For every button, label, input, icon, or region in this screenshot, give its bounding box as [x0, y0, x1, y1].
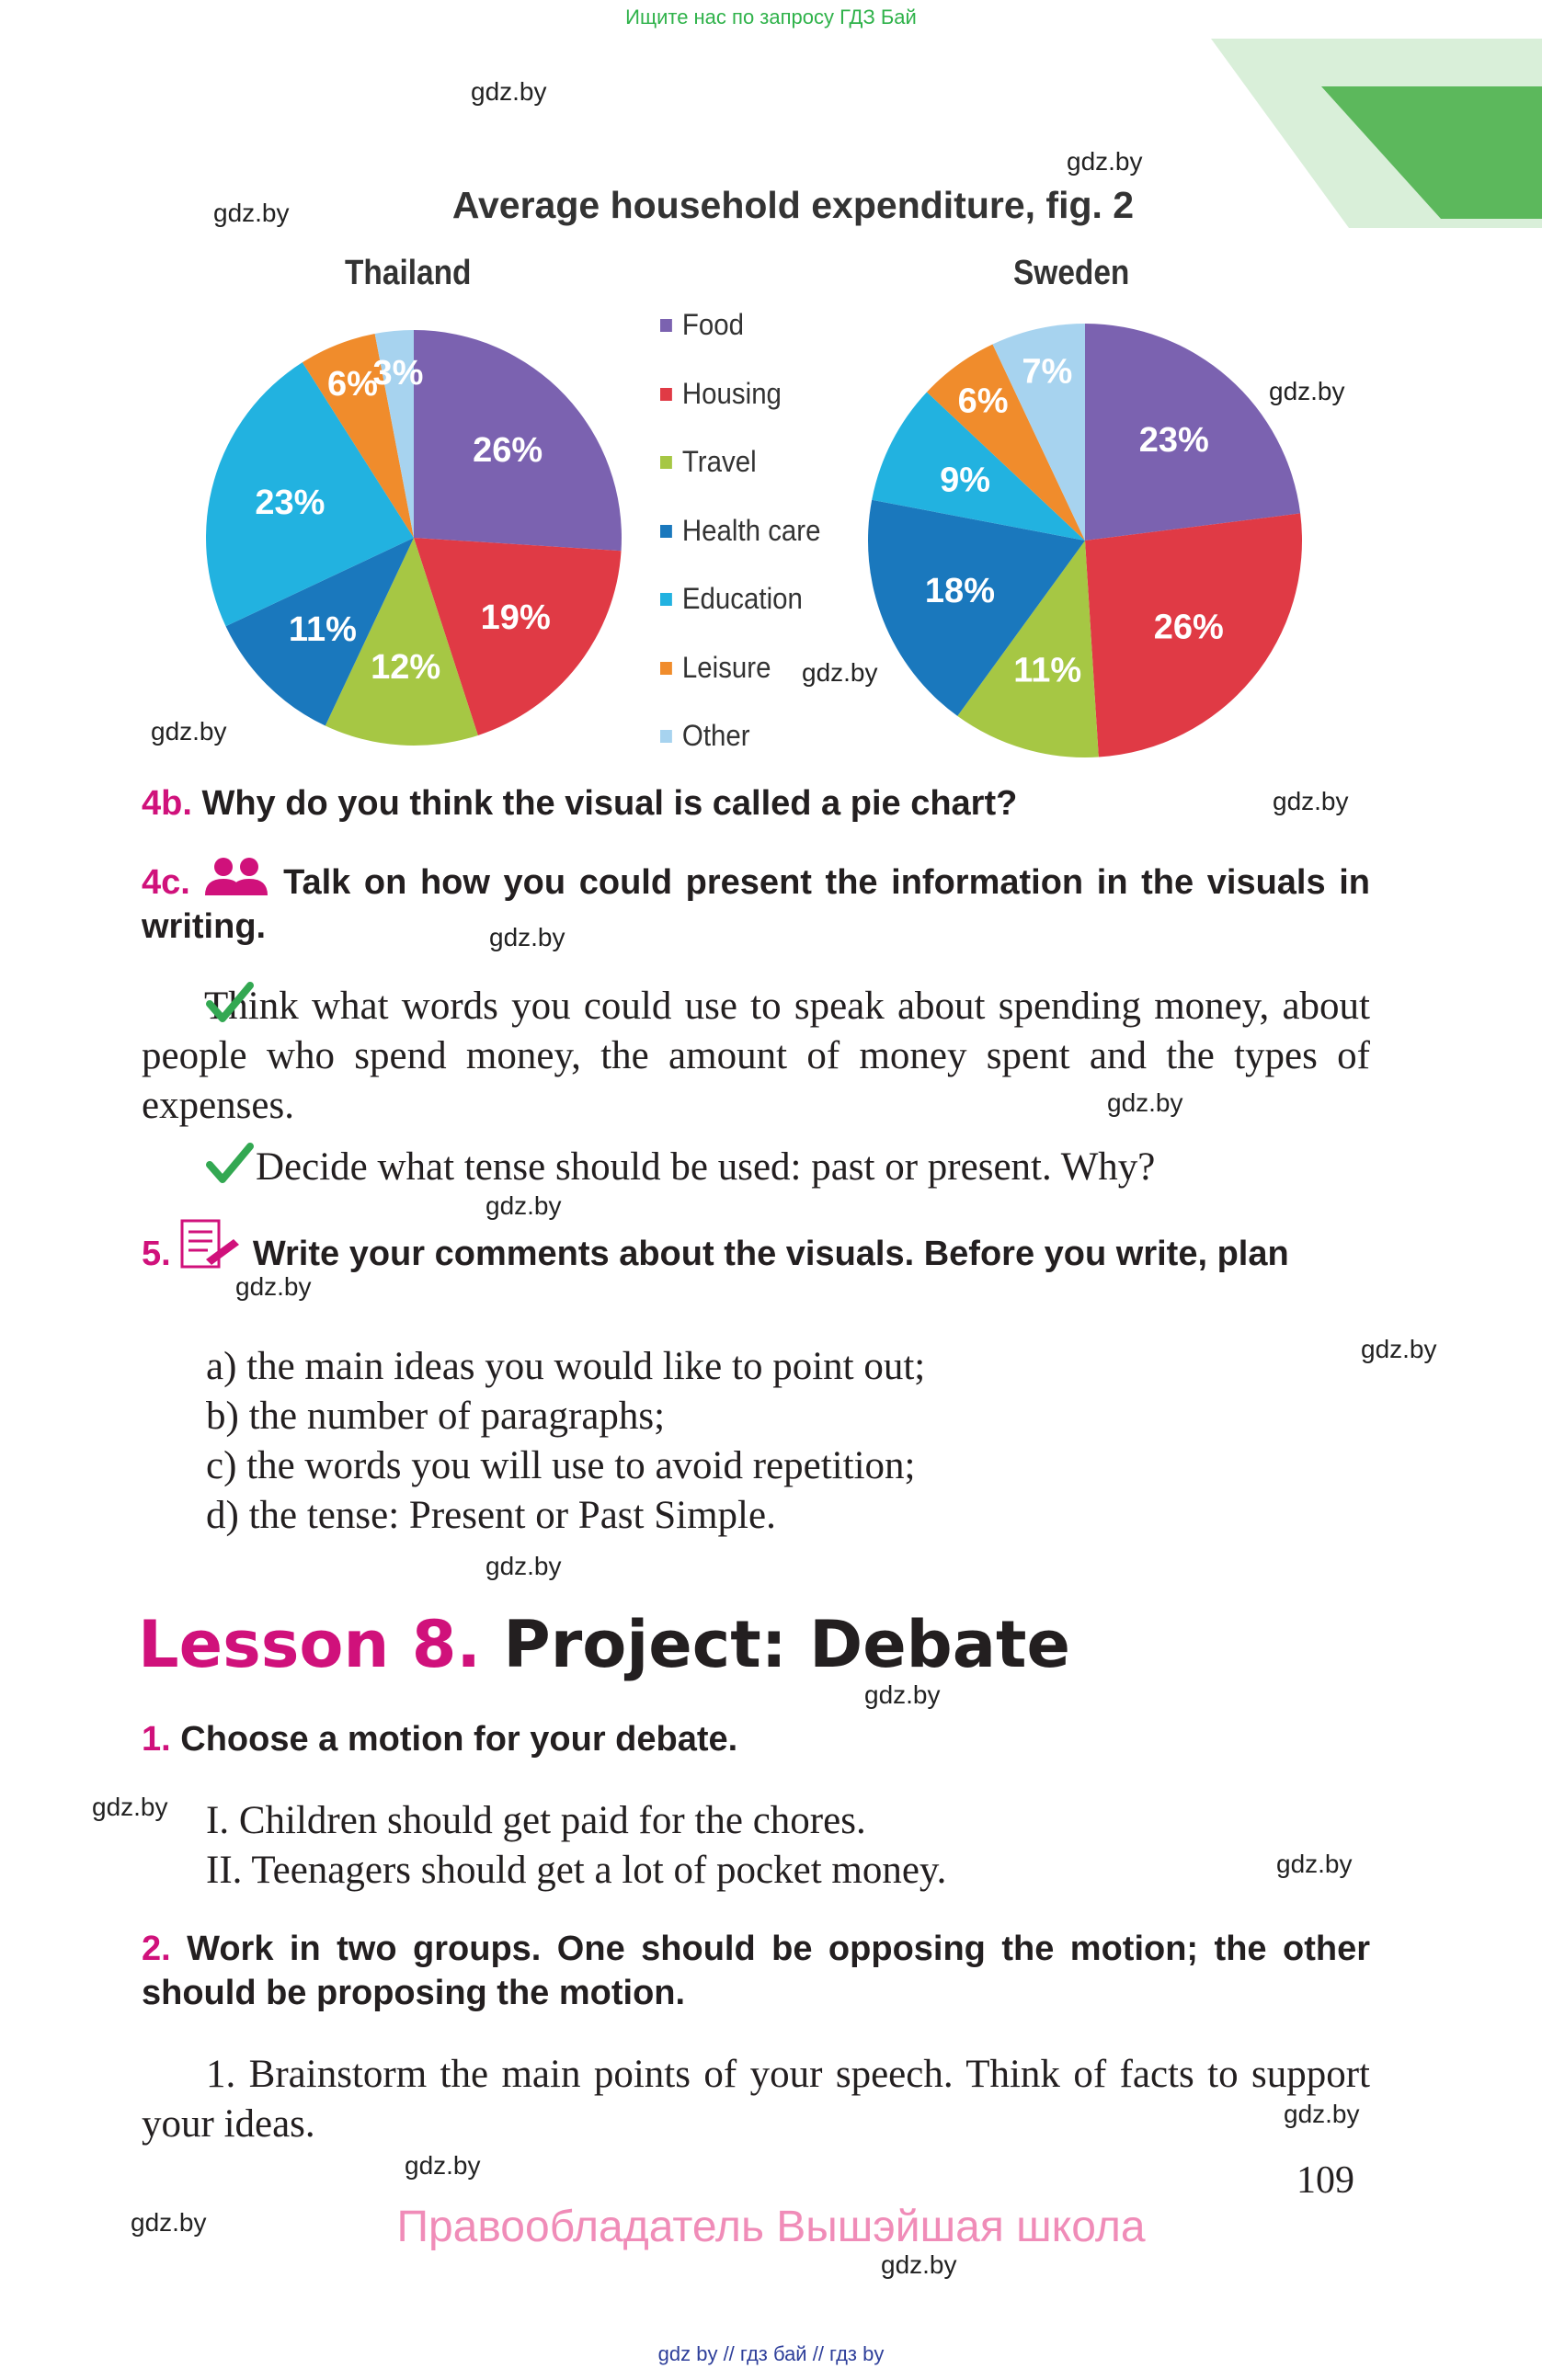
- pie-title-sweden: Sweden: [1013, 254, 1130, 292]
- task-2: [142, 1927, 1370, 2015]
- motion-list: [206, 1796, 1263, 1896]
- pie-data-label: 18%: [924, 571, 995, 610]
- legend-swatch: [660, 388, 672, 401]
- task-number: 2.: [142, 1930, 171, 1968]
- watermark: gdz.by: [235, 1272, 312, 1301]
- task-text: Write your comments about the visuals. Before you write, plan: [252, 1235, 1289, 1273]
- task-text: Work in two groups. One should be opposing the motion; the other should be proposing the motion.: [142, 1930, 1370, 2012]
- task-number: 4c.: [142, 863, 190, 902]
- check-item: [142, 982, 1370, 1131]
- checkmark-icon: [206, 982, 254, 1024]
- task-5: [142, 1219, 1370, 1276]
- lesson-number: Lesson 8.: [138, 1607, 482, 1682]
- task-4c: [142, 857, 1370, 949]
- task-text: Choose a motion for your debate.: [180, 1720, 738, 1759]
- watermark: gdz.by: [802, 658, 878, 687]
- watermark: gdz.by: [1273, 787, 1349, 815]
- pie-data-label: 11%: [1013, 651, 1082, 690]
- pie-chart-sweden: [864, 320, 1306, 761]
- pie-data-label: 7%: [1022, 352, 1073, 392]
- pie-data-label: 26%: [1153, 608, 1224, 647]
- watermark: gdz.by: [131, 2208, 207, 2237]
- task-2-paragraph: 1. Brainstorm the main points of your speech. Think of facts to support your ideas.: [142, 2053, 1370, 2146]
- plan-item: b) the number of paragraphs;: [206, 1395, 666, 1438]
- writing-icon: [180, 1219, 243, 1270]
- watermark: gdz.by: [471, 77, 547, 106]
- legend-swatch: [660, 730, 672, 743]
- pie-data-label: 6%: [326, 364, 378, 404]
- top-search-hint: Ищите нас по запросу ГДЗ Бай: [625, 6, 917, 28]
- watermark: gdz.by: [213, 199, 290, 227]
- watermark: gdz.by: [405, 2151, 481, 2180]
- watermark: gdz.by: [1361, 1335, 1437, 1363]
- watermark: gdz.by: [1067, 147, 1143, 176]
- legend-item-other: Other: [660, 719, 750, 753]
- task-text: Why do you think the visual is called a pie chart?: [201, 784, 1018, 823]
- watermark: gdz.by: [881, 2250, 957, 2279]
- page-number: 109: [1296, 2159, 1354, 2202]
- legend-item-travel: Travel: [660, 445, 757, 479]
- legend-swatch: [660, 593, 672, 606]
- lesson-heading: [138, 1607, 1070, 1682]
- legend-item-leisure: Leisure: [660, 651, 771, 685]
- pie-data-label: 23%: [1138, 421, 1209, 461]
- watermark: gdz.by: [485, 1191, 562, 1220]
- pie-data-label: 19%: [480, 598, 551, 637]
- task-number: 1.: [142, 1720, 171, 1759]
- motion-item: II. Teenagers should get a lot of pocket money.: [206, 1849, 947, 1892]
- legend-swatch: [660, 456, 672, 469]
- plan-item: c) the words you will use to avoid repetition;: [206, 1444, 916, 1487]
- check-text: Think what words you could use to speak about spending money, about people who spend money, the amount of money spent and the types of expenses.: [142, 985, 1370, 1127]
- plan-list: [206, 1342, 1309, 1541]
- pair-work-icon: [203, 857, 269, 897]
- watermark: gdz.by: [1276, 1850, 1353, 1878]
- watermark: gdz.by: [1284, 2100, 1360, 2128]
- pie-data-label: 11%: [288, 610, 357, 650]
- pie-data-label: 3%: [372, 354, 424, 393]
- watermark: gdz.by: [1269, 377, 1345, 405]
- copyright-holder: Правообладатель Вышэйшая школа: [396, 2203, 1146, 2251]
- legend-item-food: Food: [660, 308, 744, 342]
- watermark: gdz.by: [151, 717, 227, 746]
- legend-item-education: Education: [660, 582, 803, 616]
- watermark: gdz.by: [485, 1552, 562, 1580]
- pie-data-label: 9%: [940, 461, 991, 500]
- checkmark-icon: [206, 1143, 254, 1185]
- task-number: 5.: [142, 1235, 171, 1273]
- chart-title: Average household expenditure, fig. 2: [451, 184, 1135, 226]
- pie-data-label: 12%: [371, 647, 441, 687]
- pie-data-label: 6%: [957, 381, 1009, 421]
- lesson-title: Project: Debate: [503, 1607, 1070, 1682]
- pie-title-thailand: Thailand: [345, 254, 472, 292]
- plan-item: a) the main ideas you would like to point out;: [206, 1345, 926, 1388]
- legend-item-health-care: Health care: [660, 514, 820, 548]
- legend-swatch: [660, 662, 672, 675]
- pie-chart-thailand: [202, 326, 625, 749]
- motion-item: I. Children should get paid for the chores.: [206, 1799, 866, 1842]
- watermark: gdz.by: [92, 1793, 168, 1821]
- task-4b: [142, 781, 1370, 826]
- pie-data-label: 23%: [255, 483, 326, 522]
- watermark: gdz.by: [864, 1680, 941, 1709]
- pie-data-label: 26%: [473, 431, 543, 471]
- legend-item-housing: Housing: [660, 377, 782, 411]
- plan-item: d) the tense: Present or Past Simple.: [206, 1494, 776, 1537]
- footer-links: gdz by // гдз бай // гдз by: [657, 2342, 885, 2365]
- check-item: [142, 1143, 1370, 1192]
- task-text: Talk on how you could present the information in the visuals in writing.: [142, 863, 1371, 946]
- legend-swatch: [660, 319, 672, 332]
- task-number: 4b.: [142, 784, 192, 823]
- task-1: [142, 1717, 1370, 1761]
- check-text: Decide what tense should be used: past or present. Why?: [256, 1145, 1156, 1189]
- legend-swatch: [660, 525, 672, 538]
- watermark: gdz.by: [489, 923, 565, 951]
- watermark: gdz.by: [1107, 1088, 1183, 1117]
